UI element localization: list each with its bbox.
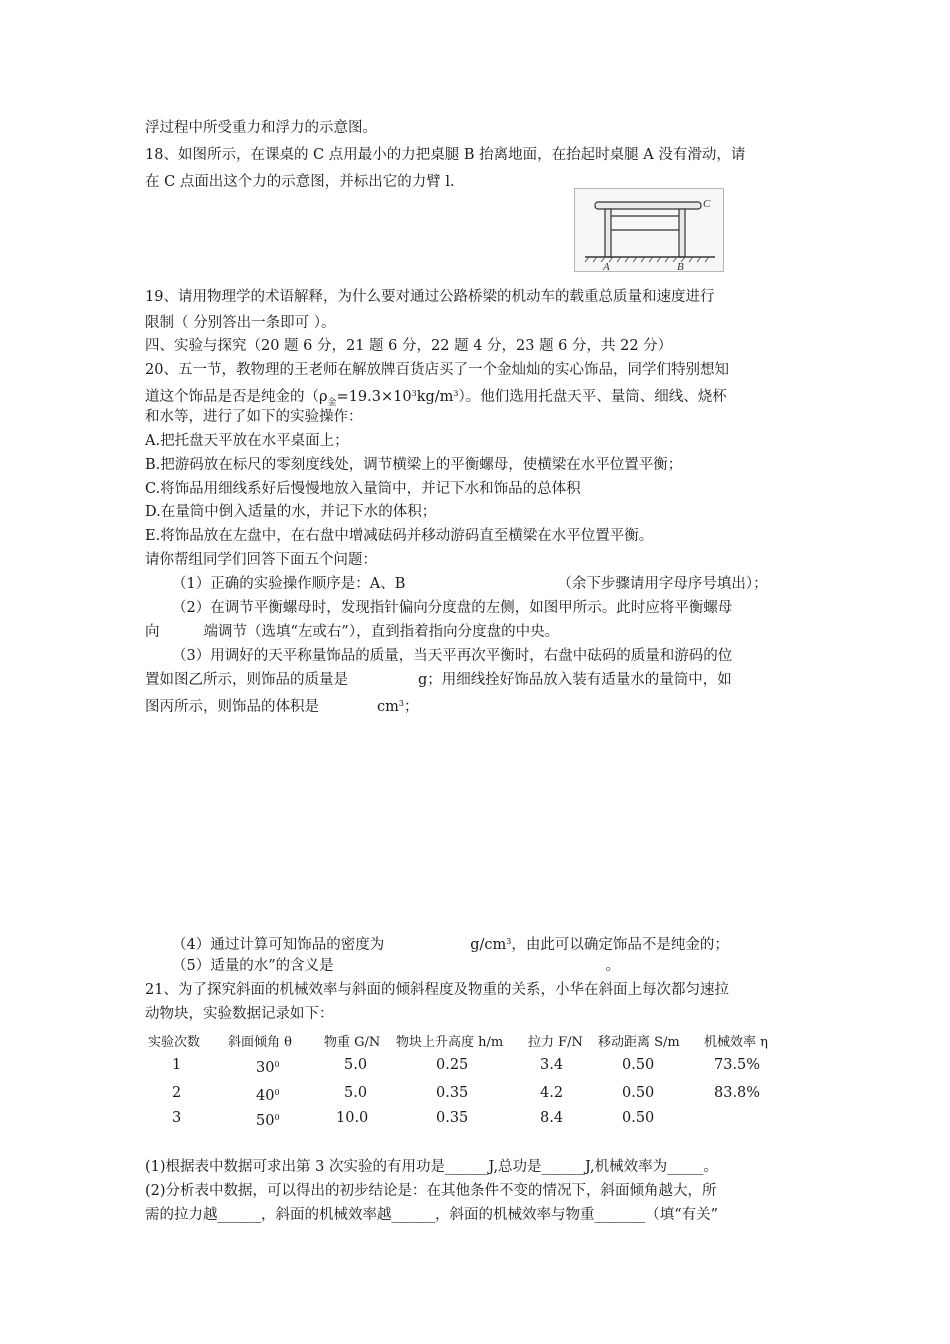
cell-force: 3.4	[540, 1057, 564, 1073]
part-3-line1: （3）用调好的天平称量饰品的质量，当天平再次平衡时，右盘中砝码的质量和游码的位	[172, 648, 733, 664]
question-18-line2: 在 C 点面出这个力的示意图，并标出它的力臂 l.	[145, 174, 455, 190]
ask-line: 请你帮组同学们回答下面五个问题：	[145, 552, 377, 568]
label-b: B	[677, 261, 684, 271]
part-4	[172, 932, 729, 955]
part-2-line2	[145, 622, 559, 642]
text: g；用细线拴好饰品放入装有适量水的量筒中，如	[418, 672, 732, 688]
cell-distance: 0.50	[622, 1057, 655, 1073]
option-b: B.把游码放在标尺的零刻度线处，调节横梁上的平衡螺母，使横梁在水平位置平衡；	[145, 457, 683, 473]
text: g/cm	[470, 937, 507, 953]
part-3-line2	[145, 670, 732, 690]
answer-2-line2: 需的拉力越______，斜面的机械效率越______，斜面的机械效率与物重_______（填“有关”	[145, 1207, 719, 1223]
header-cell: 物重 G/N	[324, 1035, 381, 1050]
part-2-line1: （2）在调节平衡螺母时，发现指针偏向分度盘的左侧，如图甲所示。此时应将平衡螺母	[172, 600, 733, 616]
text: ；	[403, 699, 419, 715]
text: =19.3×10	[336, 389, 412, 405]
cell-weight: 5.0	[344, 1085, 368, 1101]
header-cell: 实验次数	[148, 1035, 201, 1050]
superscript: 0	[274, 1088, 280, 1097]
desk-drawing	[575, 189, 723, 271]
answer-2-line1: (2)分析表中数据，可以得出的初步结论是：在其他条件不变的情况下，斜面倾角越大，所	[145, 1183, 717, 1199]
cell-distance: 0.50	[622, 1110, 655, 1126]
text: ）。他们选用托盘天平、量筒、细线、烧杯	[458, 389, 727, 405]
text: kg/m	[416, 389, 454, 405]
desk-figure	[574, 188, 724, 272]
question-20-line1: 20、五一节，教物理的王老师在解放牌百货店买了一个金灿灿的实心饰品，同学们特别想知	[145, 362, 729, 378]
header-cell: 机械效率 η	[704, 1035, 768, 1050]
question-21-line2: 动物块，实验数据记录如下：	[145, 1006, 334, 1022]
text: 道这个饰品是否是纯金的（ρ	[145, 389, 328, 405]
cell-angle	[256, 1083, 280, 1106]
label-a: A	[603, 261, 610, 271]
cell-height: 0.35	[436, 1085, 469, 1101]
question-21-line1: 21、为了探究斜面的机械效率与斜面的倾斜程度及物重的关系，小华在斜面上每次都匀速拉	[145, 982, 729, 998]
text: 。	[605, 958, 621, 974]
cell-trial: 1	[172, 1057, 182, 1073]
superscript: 3	[453, 389, 459, 398]
superscript: 0	[274, 1113, 280, 1122]
section-4-heading: 四、实验与探究（20 题 6 分，21 题 6 分，22 题 4 分，23 题 6 分，共 22 分）	[145, 338, 673, 354]
header-cell: 斜面倾角 θ	[228, 1035, 292, 1050]
text: （1）正确的实验操作顺序是：A、B	[172, 576, 406, 592]
superscript: 3	[411, 389, 417, 398]
cell-trial: 3	[172, 1110, 182, 1126]
label-c: C	[703, 198, 711, 210]
cell-height: 0.35	[436, 1110, 469, 1126]
question-20-line3: 和水等，进行了如下的实验操作：	[145, 409, 363, 425]
cell-efficiency: 83.8%	[714, 1085, 761, 1101]
part-5	[172, 956, 620, 976]
header-cell: 移动距离 S/m	[598, 1035, 680, 1050]
text: 40	[256, 1088, 275, 1104]
option-e: E.将饰品放在左盘中，在右盘中增减砝码并移动游码直至横梁在水平位置平衡。	[145, 528, 654, 544]
option-c: C.将饰品用细线系好后慢慢地放入量筒中，并记下水和饰品的总体积	[145, 481, 581, 497]
text: 图丙所示，则饰品的体积是	[145, 699, 319, 715]
text: 向	[145, 624, 160, 640]
cell-force: 4.2	[540, 1085, 564, 1101]
superscript: 3	[506, 937, 512, 946]
text: cm	[377, 699, 399, 715]
subscript: 金	[327, 398, 337, 408]
part-3-line3	[145, 694, 418, 717]
answer-1-line: (1)根据表中数据可求出第 3 次实验的有用功是______J,总功是______J,机械效率为_____。	[145, 1159, 718, 1175]
text: （余下步骤请用字母序号填出）；	[557, 576, 768, 592]
cell-weight: 10.0	[336, 1110, 369, 1126]
question-18-line1: 18、如图所示，在课桌的 C 点用最小的力把桌腿 B 抬离地面，在抬起时桌腿 A 没有滑动，请	[145, 147, 746, 163]
cell-angle	[256, 1108, 280, 1131]
question-19-line2: 限制（ 分别答出一条即可 ）。	[145, 315, 336, 331]
superscript: 0	[274, 1060, 280, 1069]
cell-distance: 0.50	[622, 1085, 655, 1101]
cell-angle	[256, 1055, 280, 1078]
text: （5）适量的水”的含义是	[172, 958, 334, 974]
header-cell: 物块上升高度 h/m	[396, 1035, 504, 1050]
header-cell: 拉力 F/N	[528, 1035, 583, 1050]
part-1	[172, 574, 768, 594]
text: 置如图乙所示，则饰品的质量是	[145, 672, 348, 688]
option-a: A.把托盘天平放在水平桌面上；	[145, 433, 349, 449]
cell-height: 0.25	[436, 1057, 469, 1073]
text: （4）通过计算可知饰品的密度为	[172, 937, 385, 953]
option-d: D.在量筒中倒入适量的水，并记下水的体积；	[145, 504, 437, 520]
superscript: 3	[398, 699, 404, 708]
text: 50	[256, 1113, 275, 1129]
cell-efficiency: 73.5%	[714, 1057, 761, 1073]
text: 端调节（选填“左或右”），直到指着指向分度盘的中央。	[203, 624, 560, 640]
text: ，由此可以确定饰品不是纯金的；	[511, 937, 729, 953]
question-19-line1: 19、请用物理学的术语解释，为什么要对通过公路桥梁的机动车的载重总质量和速度进行	[145, 289, 715, 305]
text-line: 浮过程中所受重力和浮力的示意图。	[145, 120, 377, 136]
cell-trial: 2	[172, 1085, 182, 1101]
cell-force: 8.4	[540, 1110, 564, 1126]
cell-weight: 5.0	[344, 1057, 368, 1073]
text: 30	[256, 1060, 275, 1076]
